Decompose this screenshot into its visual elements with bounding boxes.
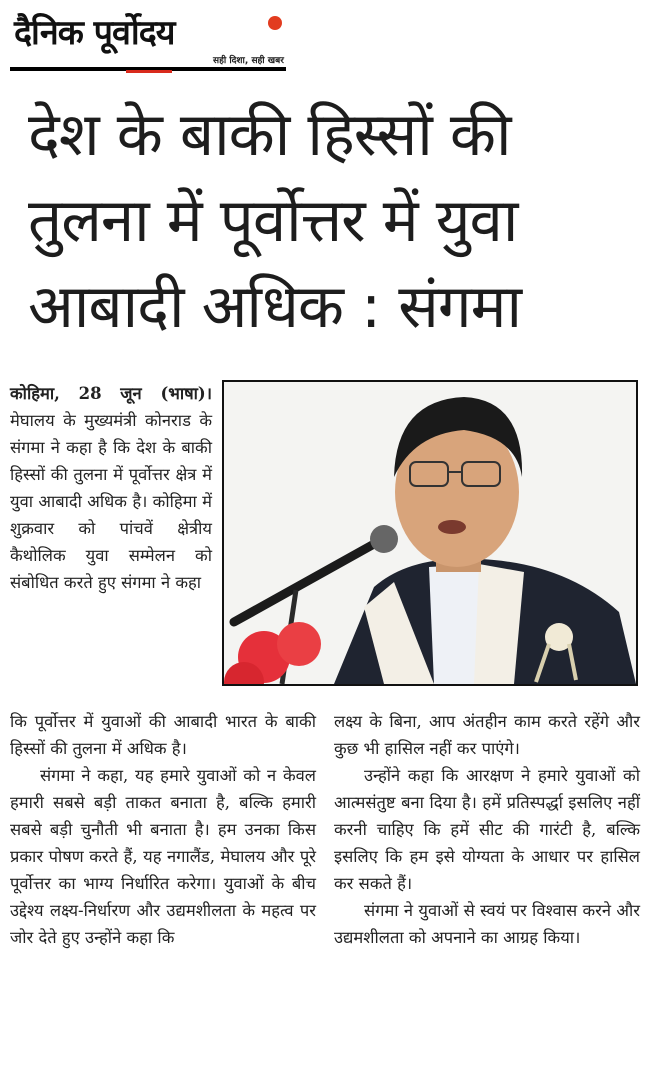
headline-line-3: आबादी अधिक : संगमा: [28, 272, 522, 342]
headline-line-1: देश के बाकी हिस्सों की: [28, 100, 511, 170]
dateline: कोहिमा, 28 जून (भाषा)।: [10, 384, 212, 403]
article-lead: [10, 380, 212, 596]
masthead: [10, 6, 290, 72]
right-paragraph-3: संगमा ने युवाओं से स्वयं पर विश्वास करने और उद्यमशीलता को अपनाने का आग्रह किया।: [334, 901, 640, 947]
masthead-red-bar: [126, 70, 172, 73]
article-column-right: [334, 708, 640, 951]
headline: [28, 92, 628, 350]
right-paragraph-1: लक्ष्य के बिना, आप अंतहीन काम करते रहेंगे और कुछ भी हासिल नहीं कर पाएंगे।: [334, 712, 640, 758]
article-column-left: [10, 708, 316, 951]
left-paragraph-2: संगमा ने कहा, यह हमारे युवाओं को न केवल हमारी सबसे बड़ी ताकत बनाता है, बल्कि हमारी सबसे बड़ी चुनौती भी बनाता है। हम उनका किस प्रकार पोषण करते हैं, यह नगालैंड, मेघालय और पूरे पूर्वोत्तर का भाग्य निर्धारित करेगा। युवाओं के बीच उद्देश्य लक्ष्य-निर्धारण और उद्यमशीलता के महत्व पर जोर देते हुए उन्होंने कहा कि: [10, 766, 316, 947]
newspaper-tagline: सही दिशा, सही खबर: [213, 56, 284, 66]
right-paragraph-2: उन्होंने कहा कि आरक्षण ने हमारे युवाओं को आत्मसंतुष्ट बना दिया है। हमें प्रतिस्पर्द्धा इसलिए नहीं करनी चाहिए कि हमें सीट की गारंटी है, बल्कि इसलिए कि हम इसे योग्यता के आधार पर हासिल कर सकते हैं।: [334, 766, 640, 893]
left-paragraph-1: कि पूर्वोत्तर में युवाओं की आबादी भारत के बाकी हिस्सों की तुलना में अधिक है।: [10, 712, 316, 758]
news-photo: [222, 380, 638, 686]
logo-dot-icon: [268, 16, 282, 30]
newspaper-name: दैनिक पूर्वोदय: [14, 13, 175, 53]
lead-text: मेघालय के मुख्यमंत्री कोनराड के संगमा ने कहा है कि देश के बाकी हिस्सों की तुलना में पूर्वोत्तर क्षेत्र में युवा आबादी अधिक है। कोहिमा में शुक्रवार को पांचवें क्षेत्रीय कैथोलिक युवा सम्मेलन को संबोधित करते हुए संगमा ने कहा: [10, 411, 212, 592]
headline-line-2: तुलना में पूर्वोत्तर में युवा: [28, 186, 518, 256]
speaker-photo-illustration: [224, 382, 636, 684]
